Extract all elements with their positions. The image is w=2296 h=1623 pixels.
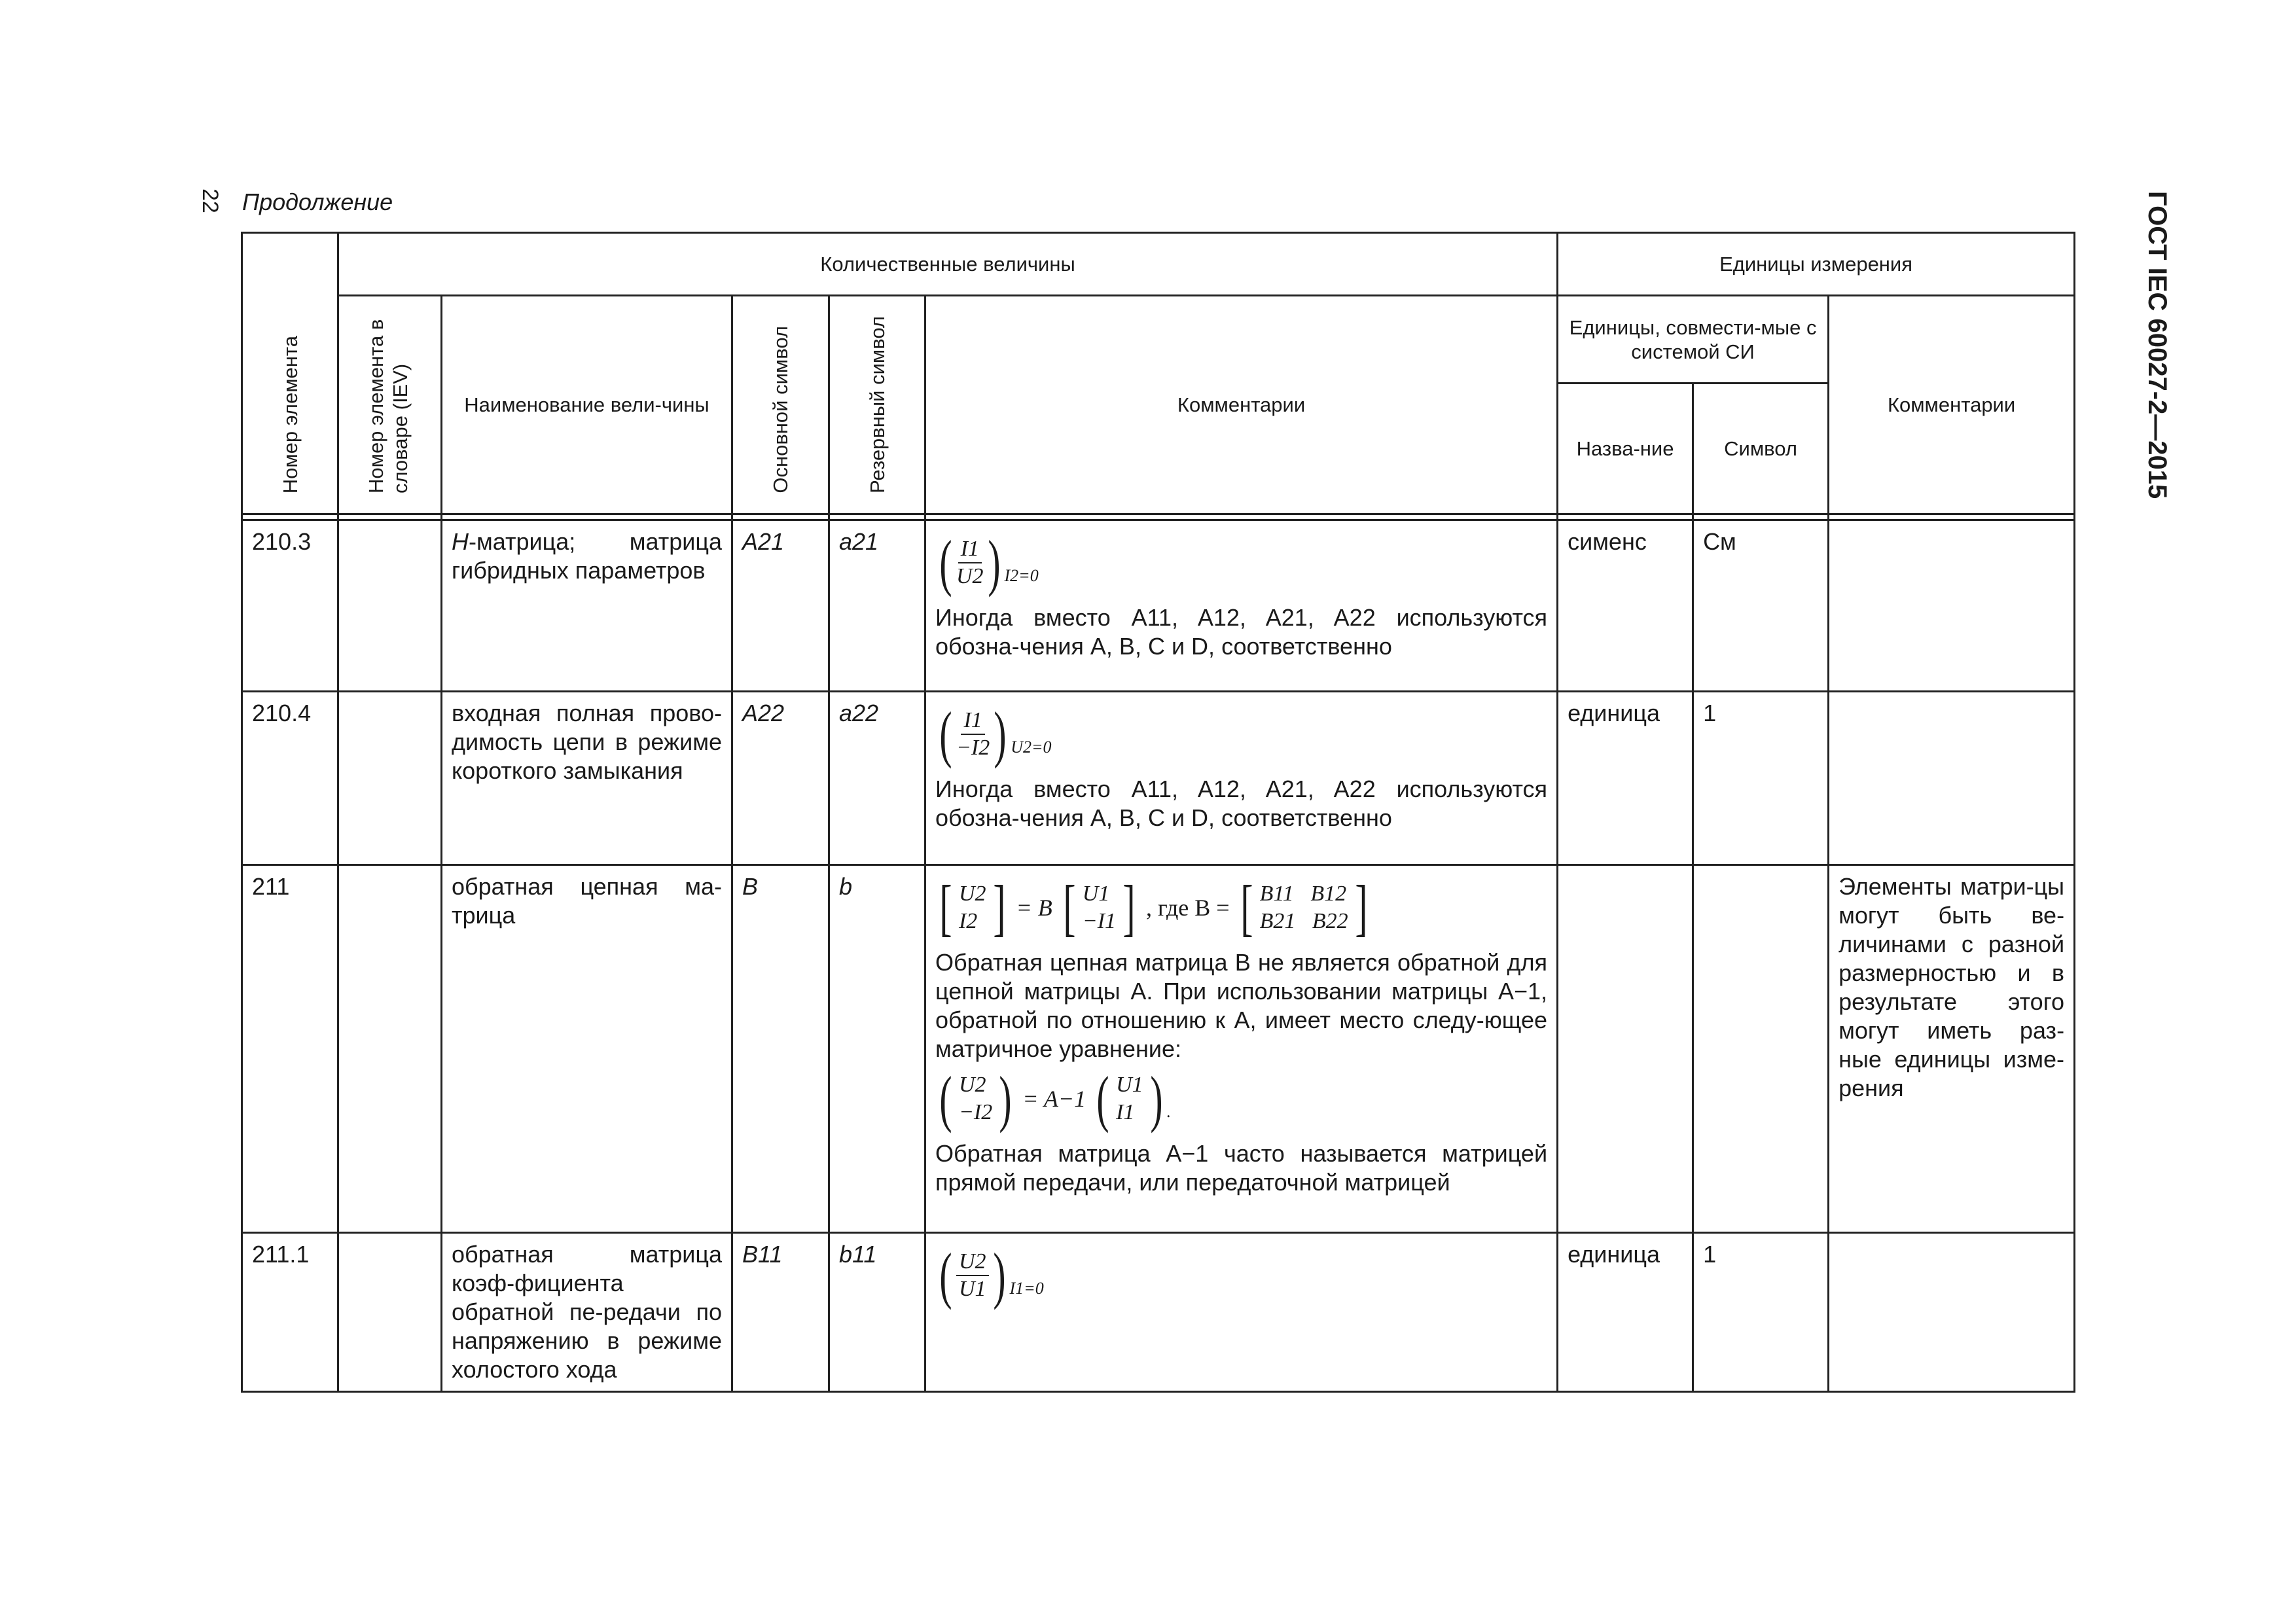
header-iev: Номер элемента в словаре (IEV) — [338, 296, 442, 514]
row-unit-name: единица — [1558, 692, 1693, 865]
header-unit-name: Назва-ние — [1558, 383, 1693, 514]
row-name: входная полная прово-димость цепи в режиме короткого замыкания — [442, 692, 732, 865]
row-name: обратная цепная ма-трица — [442, 865, 732, 1233]
header-si-compatible: Единицы, совмести-мые с системой СИ — [1558, 296, 1829, 383]
row-main-symbol: B11 — [732, 1233, 829, 1392]
header-units-group: Единицы измерения — [1558, 233, 2075, 296]
row-comment: ( $\frac{I1}{U2}$ ) I2=0 Иногда вместо A11, A12, A21, A22 используются обозна-чения A, B, C и D, соответственно — [925, 520, 1558, 692]
fraction-formula: ( $\frac{I1}{-I2}$ ) U2=0 — [939, 699, 1052, 769]
row-reserve-symbol: a22 — [829, 692, 925, 865]
row-unit-name — [1558, 865, 1693, 1233]
row-unit-comment — [1829, 1233, 2075, 1392]
table-row — [242, 692, 2075, 865]
fraction-formula: ( $\frac{U2}{U1}$ ) I1=0 — [939, 1240, 1044, 1310]
header-comments: Комментарии — [925, 296, 1558, 514]
header-number: Номер элемента — [242, 233, 338, 514]
row-comment — [925, 1233, 1558, 1392]
row-reserve-symbol: b — [829, 865, 925, 1233]
row-comment: ( $\frac{I1}{-I2}$ ) U2=0 Иногда вместо A11, A12, A21, A22 используются обозна-чения A, B, C и D, соответственно — [925, 692, 1558, 865]
row-comment: [ U2 I2 ] = B [ U1 −I1 ] , где B = [ B11 B12 B21 B22 ] Обратная цепная матрица B не является обратной для цепной матрицы A. При использовании матрицы A−1, обратной по отношению к A, имеет место следу-ющее матричное уравнение: ( U2 −I2 ) = A−1 ( U1 I1 ) . Обратная матрица A−1 часто называется матрицей прямой передачи, или передаточной матрицей — [925, 865, 1558, 1233]
row-iev — [338, 520, 442, 692]
header-main-symbol: Основной символ — [732, 296, 829, 514]
row-reserve-symbol: a21 — [829, 520, 925, 692]
row-number: 210.3 — [242, 520, 338, 692]
fraction-formula: ( $\frac{I1}{U2}$ ) I2=0 — [939, 527, 1039, 597]
row-unit-comment — [1829, 692, 2075, 865]
quantities-table — [241, 232, 2075, 1393]
continuation-label: Продолжение — [242, 188, 393, 215]
matrix-equation: ( U2 −I2 ) = A−1 ( U1 I1 ) . — [939, 1063, 1172, 1133]
row-number: 211.1 — [242, 1233, 338, 1392]
row-number: 211 — [242, 865, 338, 1233]
page-number: 22 — [198, 188, 223, 213]
matrix-formula: [ U2 I2 ] = B [ U1 −I1 ] , где B = [ B11 B12 B21 B22 ] — [939, 872, 1368, 942]
row-main-symbol: A21 — [732, 520, 829, 692]
header-unit-comments: Комментарии — [1829, 296, 2075, 514]
table-row — [242, 865, 2075, 1233]
row-main-symbol: A22 — [732, 692, 829, 865]
row-unit-name: сименс — [1558, 520, 1693, 692]
row-main-symbol: B — [732, 865, 829, 1233]
row-unit-symbol: 1 — [1693, 692, 1829, 865]
header-quantities-group: Количественные величины — [338, 233, 1558, 296]
header-name: Наименование вели-чины — [442, 296, 732, 514]
row-reserve-symbol: b11 — [829, 1233, 925, 1392]
header-unit-symbol: Символ — [1693, 383, 1829, 514]
row-name: H-матрица; матрица гибридных параметров — [442, 520, 732, 692]
row-unit-symbol: 1 — [1693, 1233, 1829, 1392]
row-iev — [338, 692, 442, 865]
table-row — [242, 1233, 2075, 1392]
row-unit-comment — [1829, 520, 2075, 692]
header-reserve-symbol: Резервный символ — [829, 296, 925, 514]
row-name: обратная матрица коэф-фициента обратной пе-редачи по напряжению в режиме холостого хода — [442, 1233, 732, 1392]
row-iev — [338, 1233, 442, 1392]
row-unit-symbol — [1693, 865, 1829, 1233]
row-unit-symbol: См — [1693, 520, 1829, 692]
row-number: 210.4 — [242, 692, 338, 865]
row-iev — [338, 865, 442, 1233]
table-row — [242, 520, 2075, 692]
row-unit-name: единица — [1558, 1233, 1693, 1392]
row-unit-comment: Элементы матри-цы могут быть ве-личинами с разной размерностью и в результате этого могут иметь раз-ные единицы изме-рения — [1829, 865, 2075, 1233]
document-code: ГОСТ IEC 60027-2—2015 — [2143, 191, 2172, 499]
